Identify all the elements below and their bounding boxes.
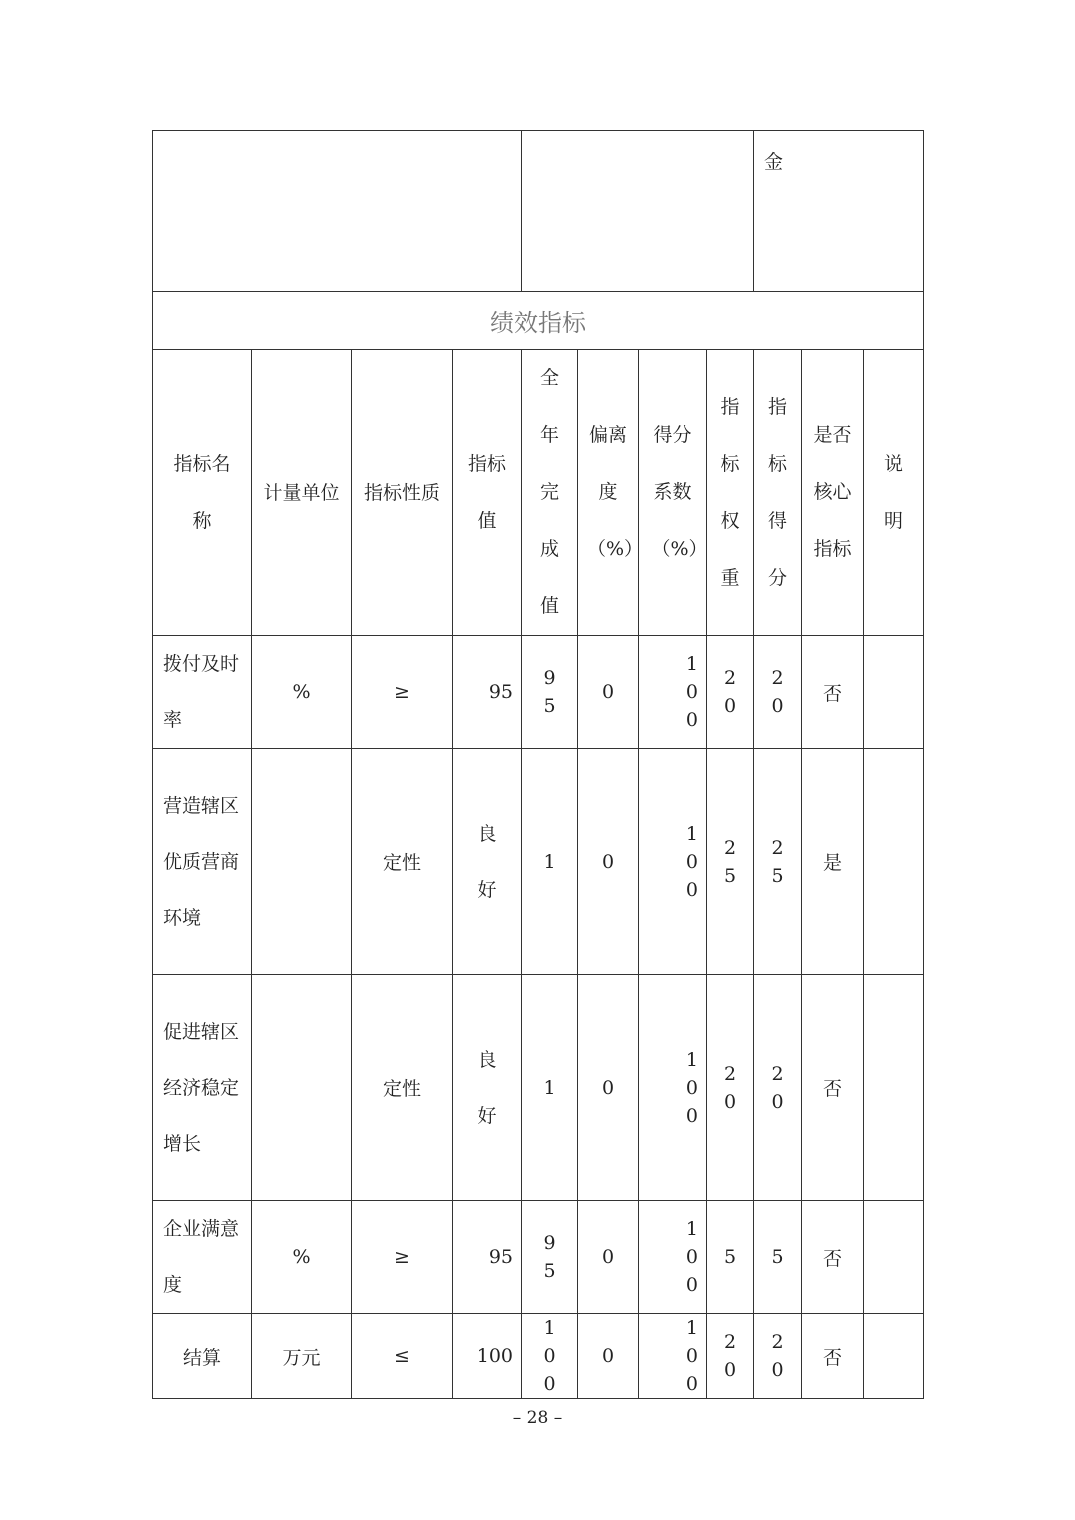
cell-score (754, 1314, 802, 1399)
table-row (153, 1314, 924, 1399)
cell-note (864, 749, 924, 975)
cell-value: 100 (453, 1314, 522, 1399)
cell-coef-text: 100 (685, 653, 698, 731)
cell-weight (707, 1314, 754, 1399)
cell-score: 5 (754, 1201, 802, 1314)
cell-name: 企业满意度 (153, 1201, 252, 1314)
cell-value (453, 975, 522, 1201)
cell-coef-text: 100 (685, 1317, 698, 1395)
cell-weight (707, 636, 754, 749)
cell-name: 营造辖区优质营商环境 (153, 749, 252, 975)
cell-nature: ≤ (352, 1314, 453, 1399)
top-row (153, 131, 924, 292)
cell-weight-text: 25 (724, 836, 737, 887)
cell-note (864, 636, 924, 749)
cell-weight (707, 975, 754, 1201)
cell-note (864, 1314, 924, 1399)
header-note (864, 350, 924, 636)
cell-score-text: 25 (771, 836, 784, 887)
cell-note (864, 975, 924, 1201)
cell-nature: 定性 (352, 749, 453, 975)
cell-coef (639, 636, 707, 749)
cell-weight-text: 20 (724, 667, 737, 717)
cell-name: 拨付及时率 (153, 636, 252, 749)
header-coef-text: 得分系数（%） (651, 424, 708, 560)
cell-name: 结算 (153, 1314, 252, 1399)
table-row (153, 1201, 924, 1314)
cell-note (864, 1201, 924, 1314)
header-actual-text: 全年完成值 (539, 367, 559, 617)
cell-actual: 1 (522, 749, 578, 975)
cell-nature: ≥ (352, 636, 453, 749)
cell-coef-text: 100 (685, 1048, 698, 1127)
section-row (153, 292, 924, 350)
page-number: – 28 – (512, 1408, 563, 1428)
cell-coef-text: 100 (685, 1218, 698, 1296)
header-value (453, 350, 522, 636)
cell-deviation: 0 (578, 1201, 639, 1314)
cell-nature: 定性 (352, 975, 453, 1201)
header-weight-text: 指标权重 (720, 395, 740, 589)
header-unit: 计量单位 (252, 350, 352, 636)
top-middle-cell (522, 131, 754, 292)
cell-score (754, 749, 802, 975)
cell-core: 否 (802, 975, 864, 1201)
header-score-text: 指标得分 (767, 395, 787, 589)
header-name-text: 指标名称 (173, 452, 231, 532)
cell-weight-text: 20 (724, 1331, 737, 1381)
cell-value: 95 (453, 636, 522, 749)
cell-value-text: 良好 (477, 822, 497, 901)
cell-weight: 5 (707, 1201, 754, 1314)
section-title: 绩效指标 (153, 292, 924, 350)
cell-actual-text: 100 (543, 1317, 556, 1395)
cell-score-text: 20 (771, 1331, 784, 1381)
cell-unit: % (252, 636, 352, 749)
cell-weight (707, 749, 754, 975)
cell-value-text: 良好 (477, 1048, 497, 1127)
cell-unit (252, 975, 352, 1201)
cell-coef (639, 975, 707, 1201)
header-core-text: 是否核心指标 (813, 424, 852, 560)
cell-unit (252, 749, 352, 975)
cell-nature: ≥ (352, 1201, 453, 1314)
cell-deviation: 0 (578, 749, 639, 975)
cell-actual-text: 95 (543, 667, 556, 717)
cell-unit: % (252, 1201, 352, 1314)
header-score (754, 350, 802, 636)
performance-table-page (152, 130, 923, 1399)
header-actual (522, 350, 578, 636)
top-left-cell (153, 131, 522, 292)
cell-deviation: 0 (578, 1314, 639, 1399)
cell-score-text: 20 (771, 1062, 784, 1113)
cell-score (754, 975, 802, 1201)
cell-score (754, 636, 802, 749)
header-deviation (578, 350, 644, 636)
cell-value: 95 (453, 1201, 522, 1314)
cell-actual: 1 (522, 975, 578, 1201)
cell-deviation: 0 (578, 636, 639, 749)
table-row (153, 636, 924, 749)
cell-unit: 万元 (252, 1314, 352, 1399)
cell-actual-text: 95 (543, 1232, 556, 1282)
header-name (153, 350, 252, 636)
cell-deviation: 0 (578, 975, 639, 1201)
header-nature: 指标性质 (352, 350, 453, 636)
header-value-text: 指标值 (467, 452, 506, 532)
cell-coef-text: 100 (685, 822, 698, 901)
table-row (153, 749, 924, 975)
header-row (153, 350, 924, 636)
cell-score-text: 20 (771, 667, 784, 717)
cell-coef (639, 1201, 707, 1314)
cell-coef (639, 1314, 707, 1399)
cell-actual (522, 1314, 578, 1399)
header-note-text: 说明 (883, 452, 903, 532)
header-coef (639, 350, 707, 636)
cell-value (453, 749, 522, 975)
cell-core: 否 (802, 1201, 864, 1314)
table-row (153, 975, 924, 1201)
cell-core: 是 (802, 749, 864, 975)
cell-actual (522, 636, 578, 749)
top-right-cell: 金 (754, 131, 924, 292)
cell-core: 否 (802, 636, 864, 749)
header-deviation-text: 偏离度（%） (587, 424, 644, 560)
header-weight (707, 350, 754, 636)
cell-actual (522, 1201, 578, 1314)
cell-name: 促进辖区经济稳定增长 (153, 975, 252, 1201)
cell-weight-text: 20 (724, 1062, 737, 1113)
cell-coef (639, 749, 707, 975)
cell-core: 否 (802, 1314, 864, 1399)
performance-table (152, 130, 924, 1399)
header-core (802, 350, 864, 636)
